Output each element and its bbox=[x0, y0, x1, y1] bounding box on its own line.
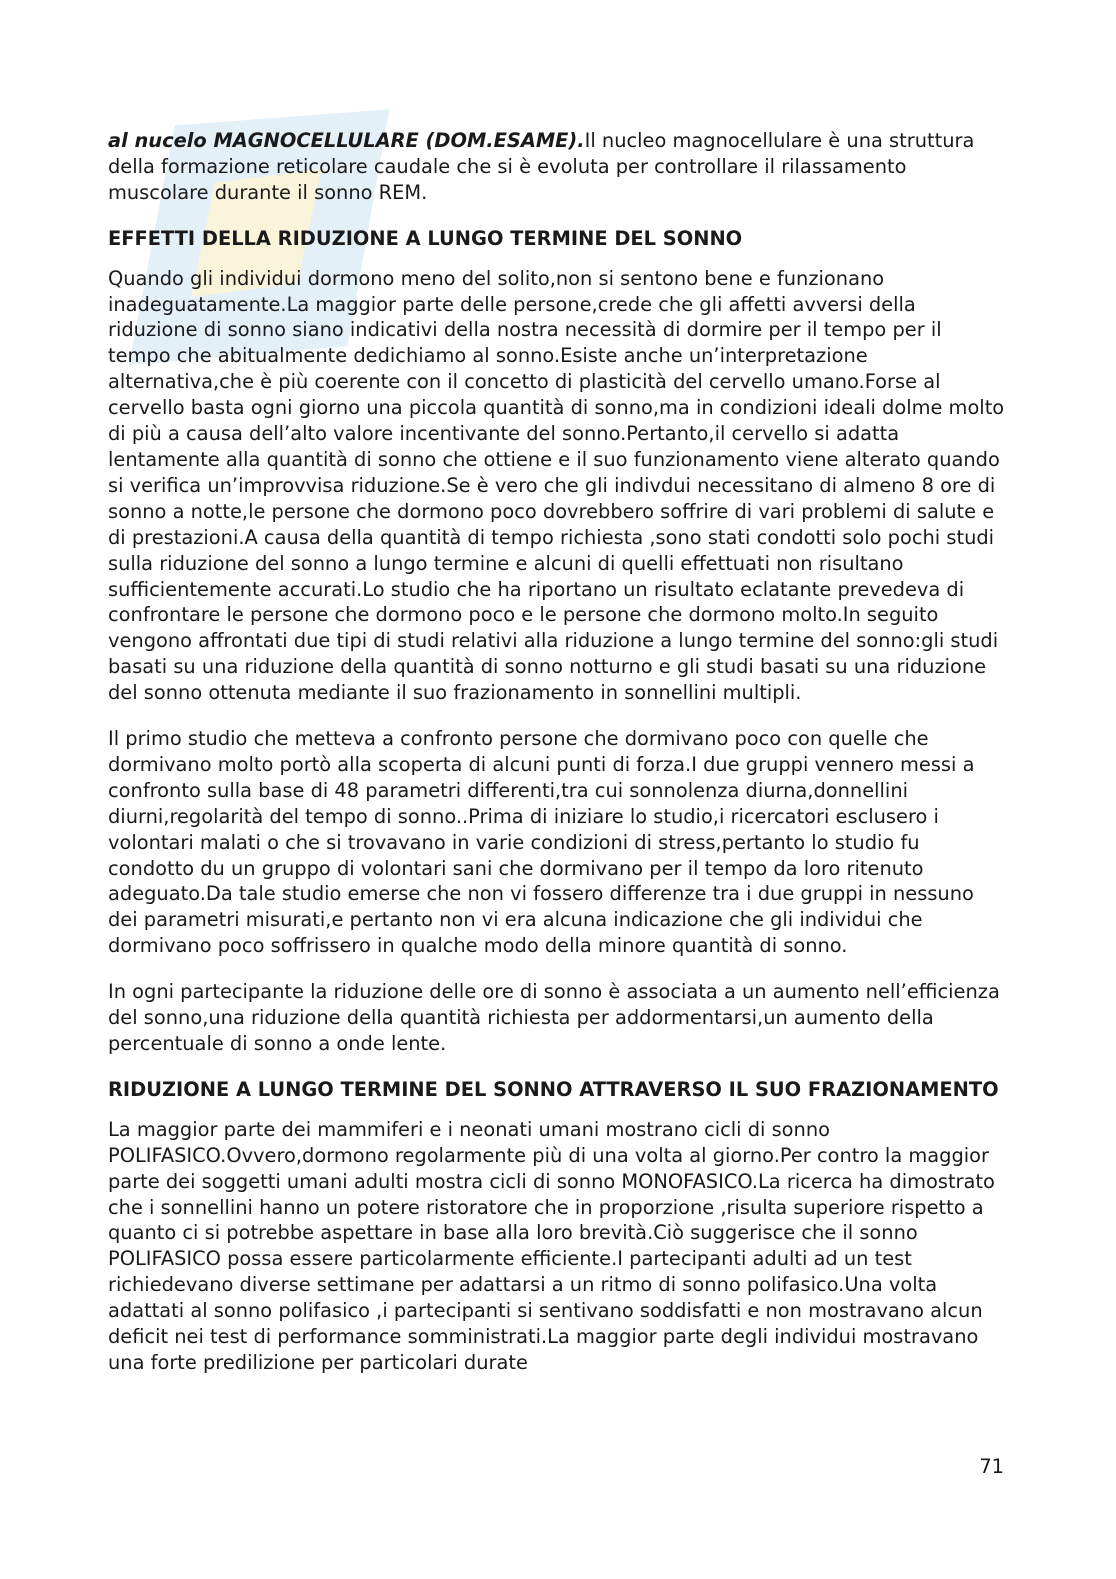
paragraph-intro-text: Il nucleo magnocellulare è una struttura della formazione reticolare caudale che si è evoluta per controllare il rilassamento muscolare durante il sonno REM. bbox=[108, 129, 975, 204]
page-number: 71 bbox=[979, 1455, 1004, 1478]
section-heading-effects: EFFETTI DELLA RIDUZIONE A LUNGO TERMINE DEL SONNO bbox=[108, 226, 743, 250]
section-heading-fragmentation: RIDUZIONE A LUNGO TERMINE DEL SONNO ATTRAVERSO IL SUO FRAZIONAMENTO bbox=[108, 1077, 999, 1101]
paragraph-polyphasic: La maggior parte dei mammiferi e i neonati umani mostrano cicli di sonno POLIFASICO.Ovvero,dormono regolarmente più di una volta al giorno.Per contro la maggior parte dei soggetti umani adulti mostra cicli di sonno MONOFASICO.La ricerca ha dimostrato che i sonnellini hanno un potere ristoratore che in proporzione ,risulta superiore rispetto a quanto ci si potrebbe aspettare in base alla loro brevità.Ciò suggerisce che il sonno POLIFASICO possa essere particolarmente efficiente.I partecipanti adulti ad un test richiedevano diverse settimane per adattarsi a un ritmo di sonno polifasico.Una volta adattati al sonno polifasico ,i partecipanti si sentivano soddisfatti e non mostravano alcun deficit nei test di performance somministrati.La maggior parte degli individui mostravano una forte predilizione per particolari durate bbox=[108, 1117, 995, 1374]
document-page bbox=[108, 128, 1008, 1396]
lead-text: al nucelo MAGNOCELLULARE (DOM.ESAME). bbox=[108, 129, 585, 152]
paragraph-participants: In ogni partecipante la riduzione delle ore di sonno è associata a un aumento nell’efficienza del sonno,una riduzione della quantità richiesta per addormentarsi,un aumento della percentuale di sonno a onde lente. bbox=[108, 980, 1000, 1055]
paragraph-effects: Quando gli individui dormono meno del solito,non si sentono bene e funzionano inadeguatamente.La maggior parte delle persone,crede che gli affetti avversi della riduzione di sonno siano indicativi della nostra necessità di dormire per il tempo per il tempo che abitualmente dedichiamo al sonno.Esiste anche un’interpretazione alternativa,che è più coerente con il concetto di plasticità del cervello umano.Forse al cervello basta ogni giorno una piccola quantità di sonno,ma in condizioni ideali dolme molto di più a causa dell’alto valore incentivante del sonno.Pertanto,il cervello si adatta lentamente alla quantità di sonno che ottiene e il suo funzionamento viene alterato quando si verifica un’improvvisa riduzione.Se è vero che gli indivdui necessitano di almeno 8 ore di sonno a notte,le persone che dormono poco dovrebbero soffrire di vari problemi di salute e di prestazioni.A causa della quantità di tempo richiesta ,sono stati condotti solo pochi studi sulla riduzione del sonno a lungo termine e alcuni di quelli effettuati non risultano sufficientemente accurati.Lo studio che ha riportano un risultato eclatante prevedeva di confrontare le persone che dormono poco e le persone che dormono molto.In seguito vengono affrontati due tipi di studi relativi alla riduzione a lungo termine del sonno:gli studi basati su una riduzione della quantità di sonno notturno e gli studi basati su una riduzione del sonno ottenuta mediante il suo frazionamento in sonnellini multipli. bbox=[108, 266, 1005, 705]
paragraph-intro bbox=[108, 128, 1008, 206]
paragraph-first-study: Il primo studio che metteva a confronto persone che dormivano poco con quelle che dormivano molto portò alla scoperta di alcuni punti di forza.I due gruppi vennero messi a confronto sulla base di 48 parametri differenti,tra cui sonnolenza diurna,donnellini diurni,regolarità del tempo di sonno..Prima di iniziare lo studio,i ricercatori esclusero i volontari malati o che si trovavano in varie condizioni di stress,pertanto lo studio fu condotto du un gruppo di volontari sani che dormivano per il tempo da loro ritenuto adeguato.Da tale studio emerse che non vi fossero differenze tra i due gruppi in nessuno dei parametri misurati,e pertanto non vi era alcuna indicazione che gli individui che dormivano poco soffrissero in qualche modo della minore quantità di sonno. bbox=[108, 727, 975, 958]
